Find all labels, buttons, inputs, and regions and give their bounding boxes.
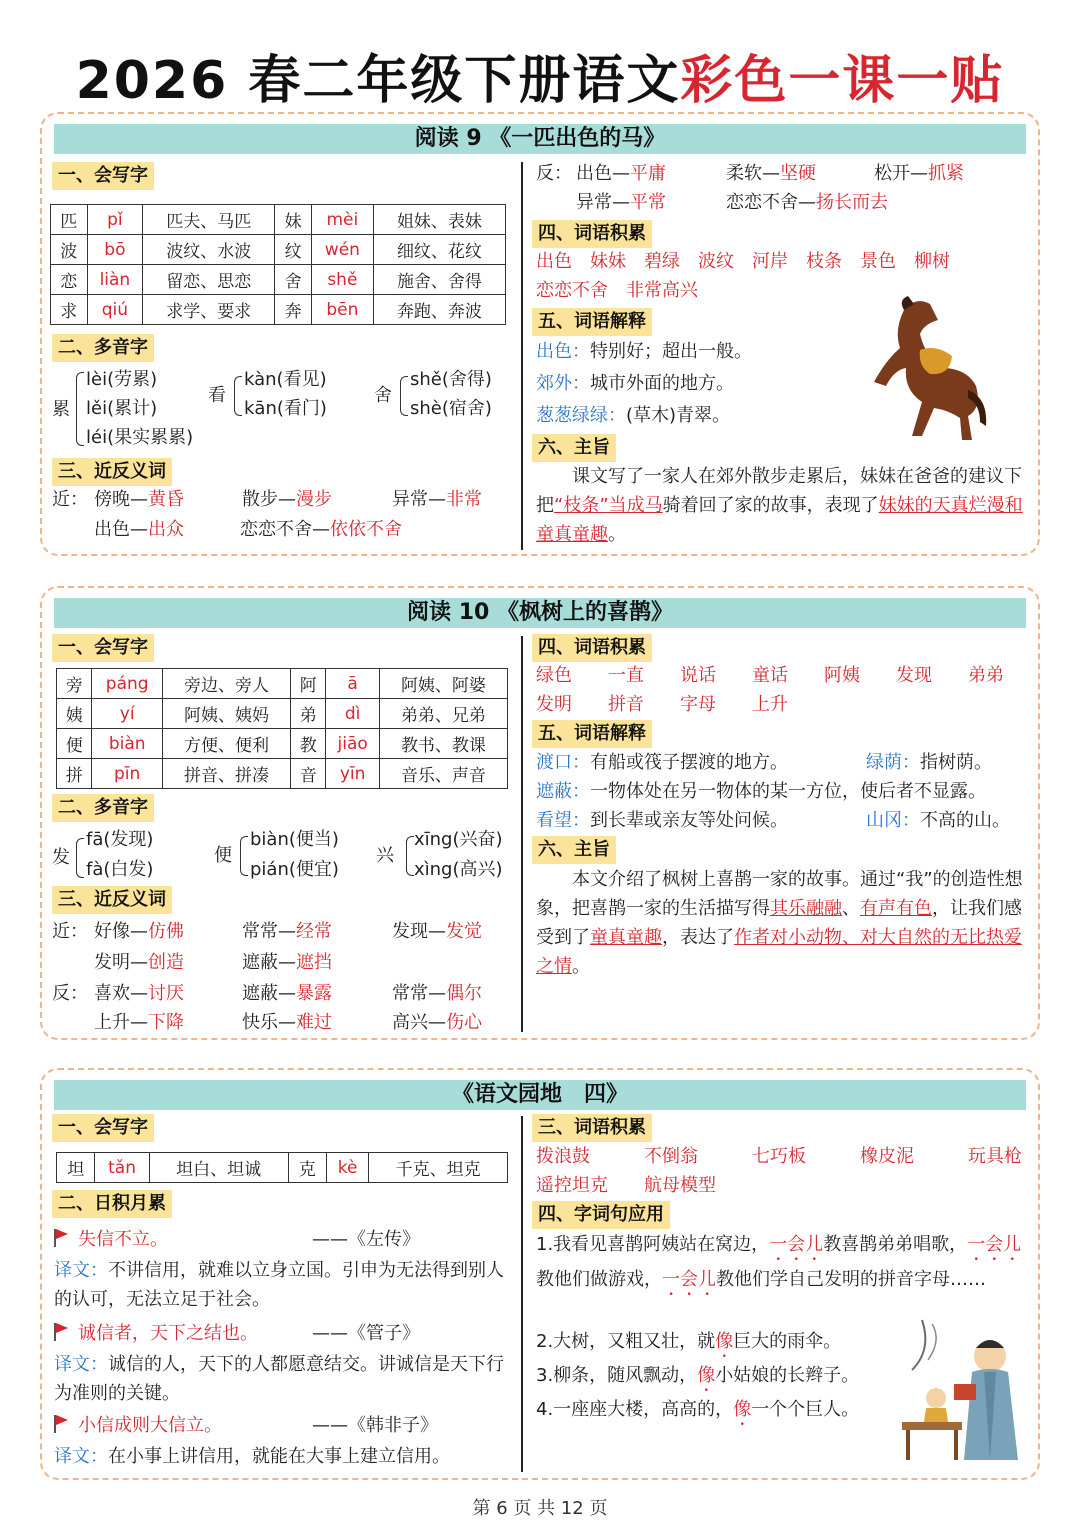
word-cell: 匹夫、马匹	[143, 205, 275, 235]
poly-reading: léi(果实累累)	[86, 427, 194, 448]
lesson10-card	[40, 586, 1040, 1040]
ant-pair: 柔软—坚硬	[726, 163, 816, 184]
yw-sec-daily: 二、日积月累	[52, 1190, 172, 1218]
l9-sec-exp: 五、词语解释	[532, 308, 652, 336]
poly-reading: pián(便宜)	[250, 859, 339, 880]
ant-label: 反：	[536, 163, 572, 184]
char-cell: 音	[290, 759, 325, 789]
l9-sec-syn: 三、近反义词	[52, 458, 172, 486]
ant-pair: 出色—平庸	[576, 163, 666, 184]
quote-source: ——《管子》	[312, 1323, 420, 1344]
table-row	[57, 1153, 508, 1183]
syn-pair: 恋恋不舍—依依不舍	[240, 519, 402, 540]
poly-char: 兴	[376, 845, 394, 866]
yuwen-header: 《语文园地 四》	[54, 1080, 1026, 1110]
pinyin-cell: bō	[87, 235, 143, 265]
syn-label: 近：	[52, 489, 88, 510]
pinyin-cell: tǎn	[95, 1153, 149, 1183]
l9-sec-write: 一、会写字	[52, 162, 154, 190]
syn-pair: 好像—仿佛	[94, 921, 184, 942]
table-row	[57, 699, 508, 729]
quote: 失信不立。	[54, 1226, 168, 1254]
table-row	[51, 235, 506, 265]
char-cell: 妹	[275, 205, 312, 235]
acc-row: 恋恋不舍 非常高兴	[536, 280, 698, 301]
l10-sec-acc: 四、词语积累	[532, 634, 652, 662]
flag-icon	[54, 1415, 68, 1433]
char-cell: 克	[288, 1153, 326, 1183]
acc-row: 出色 妹妹 碧绿 波纹 河岸 枝条 景色 柳树	[536, 251, 950, 272]
l10-sec-exp: 五、词语解释	[532, 720, 652, 748]
exp-item: 郊外：城市外面的地方。	[536, 373, 734, 394]
quote: 诚信者，天下之结也。	[54, 1320, 258, 1348]
poly-char: 舍	[374, 385, 392, 406]
table-row	[57, 669, 508, 699]
pinyin-cell: yīn	[326, 759, 379, 789]
l10-sec-write: 一、会写字	[52, 634, 154, 662]
quote-translation: 译文：诚信的人，天下的人都愿意结交。讲诚信是天下行为准则的关键。	[54, 1354, 504, 1404]
char-cell: 奔	[275, 295, 312, 325]
word-cell: 方便、便利	[162, 729, 290, 759]
syn-pair: 散步—漫步	[242, 489, 332, 510]
pinyin-cell: pīn	[92, 759, 163, 789]
char-cell: 纹	[275, 235, 312, 265]
exp-item: 遮蔽：一物体处在另一物体的某一方位，使后者不显露。	[536, 781, 986, 802]
pinyin-cell: dì	[326, 699, 379, 729]
pinyin-cell: páng	[92, 669, 163, 699]
flag-icon	[54, 1323, 68, 1341]
quote-translation: 译文：在小事上讲信用，就能在大事上建立信用。	[54, 1446, 450, 1467]
poly-char: 发	[52, 847, 70, 868]
pinyin-cell: bēn	[311, 295, 373, 325]
l9-sec-gist: 六、主旨	[532, 434, 616, 462]
lesson9-header: 阅读 9 《一匹出色的马》	[54, 124, 1026, 154]
syn-pair: 发现—发觉	[392, 921, 482, 942]
l9-gist: 课文写了一家人在郊外散步走累后，妹妹在爸爸的建议下把“枝条”当成马骑着回了家的故事，表现了妹妹的天真烂漫和童真童趣。	[536, 466, 1023, 545]
acc-row: 拨浪鼓 不倒翁 七巧板 橡皮泥 玩具枪	[536, 1146, 1022, 1167]
char-cell: 弟	[290, 699, 325, 729]
brace	[406, 836, 414, 876]
word-cell: 阿姨、姨妈	[162, 699, 290, 729]
yuwen-divider	[521, 1116, 523, 1472]
word-cell: 拼音、拼凑	[162, 759, 290, 789]
syn-pair: 异常—非常	[392, 489, 482, 510]
pinyin-cell: biàn	[92, 729, 163, 759]
l10-gist: 本文介绍了枫树上喜鹊一家的故事。通过“我”的创造性想象，把喜鹊一家的生活描写得其乐融融、有声有色，让我们感受到了童真童趣，表达了作者对小动物、对大自然的无比热爱之情。	[536, 869, 1023, 977]
char-cell: 匹	[51, 205, 88, 235]
ant-pair: 松开—抓紧	[874, 163, 964, 184]
poly-reading: xìng(高兴)	[414, 859, 503, 880]
char-cell: 舍	[275, 265, 312, 295]
brace	[400, 376, 408, 416]
table-row	[57, 759, 508, 789]
l9-sec-poly: 二、多音字	[52, 334, 154, 362]
lesson9-card	[40, 112, 1040, 556]
char-cell: 求	[51, 295, 88, 325]
pinyin-cell: shě	[311, 265, 373, 295]
word-cell: 弟弟、兄弟	[379, 699, 507, 729]
ant-pair: 高兴—伤心	[392, 1012, 482, 1033]
acc-row: 遥控坦克 航母模型	[536, 1175, 716, 1196]
poly-reading: fā(发现)	[86, 829, 154, 850]
pinyin-cell: jiāo	[326, 729, 379, 759]
quote-translation: 译文：不讲信用，就难以立身立国。引申为无法得到别人的认可，无法立足于社会。	[54, 1260, 504, 1310]
title-red: 彩色一课一贴	[680, 51, 1005, 111]
brace	[234, 376, 242, 416]
word-cell: 施舍、舍得	[373, 265, 505, 295]
flag-icon	[54, 1229, 68, 1247]
word-cell: 波纹、水波	[143, 235, 275, 265]
char-cell: 拼	[57, 759, 92, 789]
quote-source: ——《韩非子》	[312, 1415, 438, 1436]
pinyin-cell: liàn	[87, 265, 143, 295]
poly-reading: shè(宿舍)	[410, 398, 492, 419]
char-cell: 坦	[57, 1153, 95, 1183]
poly-reading: fà(白发)	[86, 859, 154, 880]
ant-label: 反：	[52, 983, 88, 1004]
char-cell: 便	[57, 729, 92, 759]
syn-pair: 傍晚—黄昏	[94, 489, 184, 510]
pinyin-cell: wén	[311, 235, 373, 265]
poly-char: 便	[214, 845, 232, 866]
syn-pair: 遮蔽—遮挡	[242, 952, 332, 973]
exp-item: 山冈：不高的山。	[866, 810, 1010, 831]
lesson10-header: 阅读 10 《枫树上的喜鹊》	[54, 598, 1026, 628]
poly-reading: biàn(便当)	[250, 829, 339, 850]
word-cell: 留恋、思恋	[143, 265, 275, 295]
char-cell: 恋	[51, 265, 88, 295]
word-cell: 教书、教课	[379, 729, 507, 759]
quote: 小信成则大信立。	[54, 1412, 222, 1440]
quote-source: ——《左传》	[312, 1229, 420, 1250]
exp-item: 渡口：有船或筏子摆渡的地方。	[536, 752, 788, 773]
app-sentence: 3.柳条，随风飘动，像小姑娘的长辫子。	[536, 1365, 860, 1386]
l10-word-table	[56, 668, 508, 789]
table-row	[51, 205, 506, 235]
ant-pair: 异常—平常	[576, 192, 666, 213]
app-sentence: 1.我看见喜鹊阿姨站在窝边，一会儿教喜鹊弟弟唱歌，一会儿教他们做游戏，一会儿教他们学自己发明的拼音字母……	[536, 1234, 1022, 1290]
lesson9-divider	[521, 162, 523, 550]
syn-pair: 常常—经常	[242, 921, 332, 942]
word-cell: 求学、要求	[143, 295, 275, 325]
page-title	[0, 38, 1080, 113]
poly-reading: shě(舍得)	[410, 369, 492, 390]
word-cell: 细纹、花纹	[373, 235, 505, 265]
pinyin-cell: mèi	[311, 205, 373, 235]
char-cell: 波	[51, 235, 88, 265]
brace	[240, 836, 248, 876]
acc-row: 绿色 一直 说话 童话 阿姨 发现 弟弟	[536, 665, 1004, 686]
pinyin-cell: kè	[326, 1153, 368, 1183]
word-cell: 阿姨、阿婆	[379, 669, 507, 699]
poly-reading: lèi(劳累)	[86, 369, 158, 390]
l10-sec-gist: 六、主旨	[532, 836, 616, 864]
pinyin-cell: yí	[92, 699, 163, 729]
table-row	[51, 295, 506, 325]
syn-label: 近：	[52, 921, 88, 942]
word-cell: 音乐、声音	[379, 759, 507, 789]
l9-sec-acc: 四、词语积累	[532, 220, 652, 248]
syn-pair: 发明—创造	[94, 952, 184, 973]
yw-sec-write: 一、会写字	[52, 1114, 154, 1142]
poly-reading: lěi(累计)	[86, 398, 158, 419]
pinyin-cell: qiú	[87, 295, 143, 325]
word-cell: 千克、坦克	[369, 1153, 508, 1183]
app-sentence: 2.大树，又粗又壮，就像巨大的雨伞。	[536, 1331, 842, 1352]
char-cell: 阿	[290, 669, 325, 699]
syn-pair: 出色—出众	[94, 519, 184, 540]
char-cell: 教	[290, 729, 325, 759]
yw-sec-app: 四、字词句应用	[532, 1201, 670, 1229]
yw-word-table	[56, 1152, 508, 1183]
title-black: 2026 春二年级下册语文	[75, 51, 681, 111]
poly-char: 看	[208, 385, 226, 406]
horse-illustration	[864, 290, 994, 446]
brace	[76, 372, 84, 446]
exp-item: 看望：到长辈或亲友等处问候。	[536, 810, 788, 831]
ant-pair: 常常—偶尔	[392, 983, 482, 1004]
ant-pair: 快乐—难过	[242, 1012, 332, 1033]
table-row	[57, 729, 508, 759]
brace	[76, 838, 84, 878]
pinyin-cell: ā	[326, 669, 379, 699]
lesson10-divider	[521, 636, 523, 1032]
char-cell: 姨	[57, 699, 92, 729]
exp-item: 出色：特别好；超出一般。	[536, 341, 752, 362]
table-row	[51, 265, 506, 295]
poly-reading: xīng(兴奋)	[414, 829, 503, 850]
exp-item: 绿荫：指树荫。	[866, 752, 992, 773]
exp-item: 葱葱绿绿：(草木)青翠。	[536, 405, 731, 426]
yw-sec-acc: 三、词语积累	[532, 1114, 652, 1142]
acc-row: 发明 拼音 字母 上升	[536, 694, 788, 715]
teacher-student-illustration	[892, 1310, 1032, 1470]
ant-pair: 恋恋不舍—扬长而去	[726, 192, 888, 213]
poly-reading: kān(看门)	[244, 398, 327, 419]
pinyin-cell: pǐ	[87, 205, 143, 235]
yuwen-card	[40, 1068, 1040, 1480]
word-cell: 旁边、旁人	[162, 669, 290, 699]
word-cell: 姐妹、表妹	[373, 205, 505, 235]
ant-pair: 喜欢—讨厌	[94, 983, 184, 1004]
char-cell: 旁	[57, 669, 92, 699]
l10-sec-syn: 三、近反义词	[52, 886, 172, 914]
l9-word-table	[50, 204, 506, 325]
page-footer: 第 6 页 共 12 页	[472, 1498, 608, 1519]
app-sentence: 4.一座座大楼，高高的，像一个个巨人。	[536, 1399, 860, 1420]
word-cell: 奔跑、奔波	[373, 295, 505, 325]
ant-pair: 遮蔽—暴露	[242, 983, 332, 1004]
ant-pair: 上升—下降	[94, 1012, 184, 1033]
poly-char: 累	[52, 399, 70, 420]
l10-sec-poly: 二、多音字	[52, 794, 154, 822]
poly-reading: kàn(看见)	[244, 369, 327, 390]
word-cell: 坦白、坦诚	[149, 1153, 288, 1183]
